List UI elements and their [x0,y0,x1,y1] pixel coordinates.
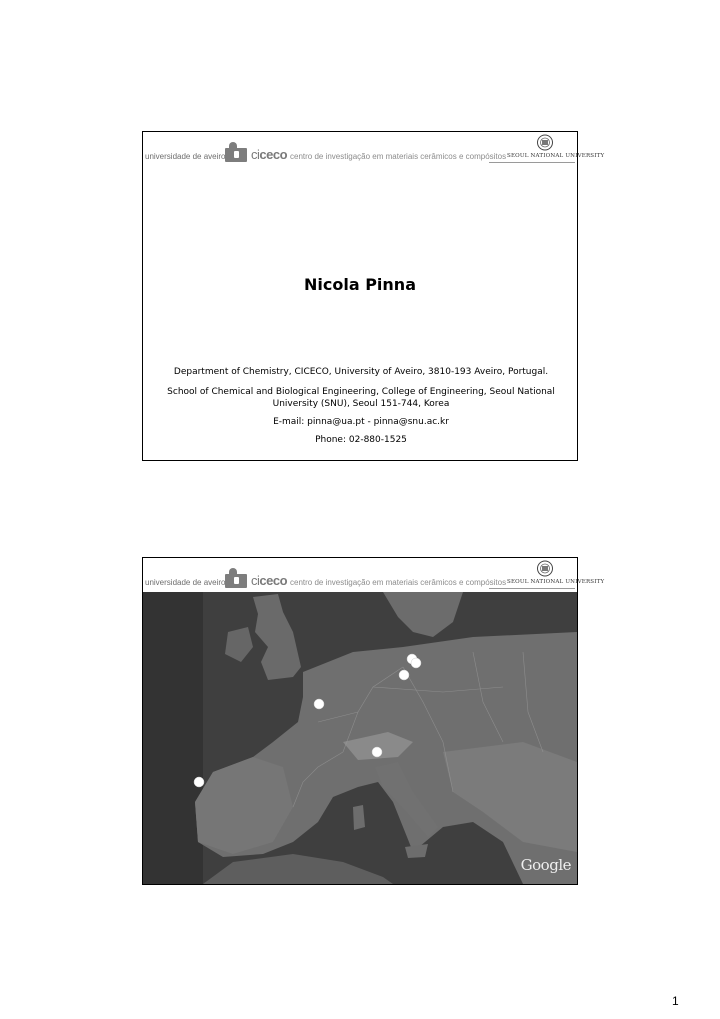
slide-header [143,132,605,166]
ciceco-subtitle: centro de investigação em materiais cerâmicos e compósitos [290,578,507,587]
header-divider [489,588,575,589]
snu-seal-icon [536,560,554,577]
university-name: universidade de aveiro [145,578,226,587]
google-attribution: Google [520,856,571,874]
map-graphic [143,592,577,884]
europe-map [143,592,577,884]
presenter-name: Nicola Pinna [304,275,416,294]
ciceco-logo-icon [225,574,247,588]
snu-name: SEOUL NATIONAL UNIVERSITY [507,579,605,585]
map-slide [142,557,605,885]
ciceco-wordmark: ciceco [251,573,288,588]
contact-phone: Phone: 02-880-1525 [315,435,407,445]
ciceco-subtitle: centro de investigação em materiais cerâmicos e compósitos [290,152,507,161]
ciceco-wordmark: ciceco [251,147,288,162]
affiliation-aveiro: Department of Chemistry, CICECO, University of Aveiro, 3810-193 Aveiro, Portugal. [173,367,549,377]
map-marker [372,747,382,757]
ciceco-logo-icon [225,148,247,162]
slide-header [143,558,605,592]
snu-name: SEOUL NATIONAL UNIVERSITY [507,153,605,159]
map-marker [314,699,324,709]
header-divider [489,162,575,163]
contact-email: E-mail: pinna@ua.pt - pinna@snu.ac.kr [273,417,449,427]
map-marker [411,658,421,668]
university-name: universidade de aveiro [145,152,226,161]
affiliation-snu: School of Chemical and Biological Engineering, College of Engineering, Seoul National University (SNU), Seoul 151-744, Korea [167,387,555,409]
page-number: 1 [672,994,679,1008]
map-marker [194,777,204,787]
map-marker [399,670,409,680]
title-slide [142,131,605,461]
snu-seal-icon [536,134,554,151]
